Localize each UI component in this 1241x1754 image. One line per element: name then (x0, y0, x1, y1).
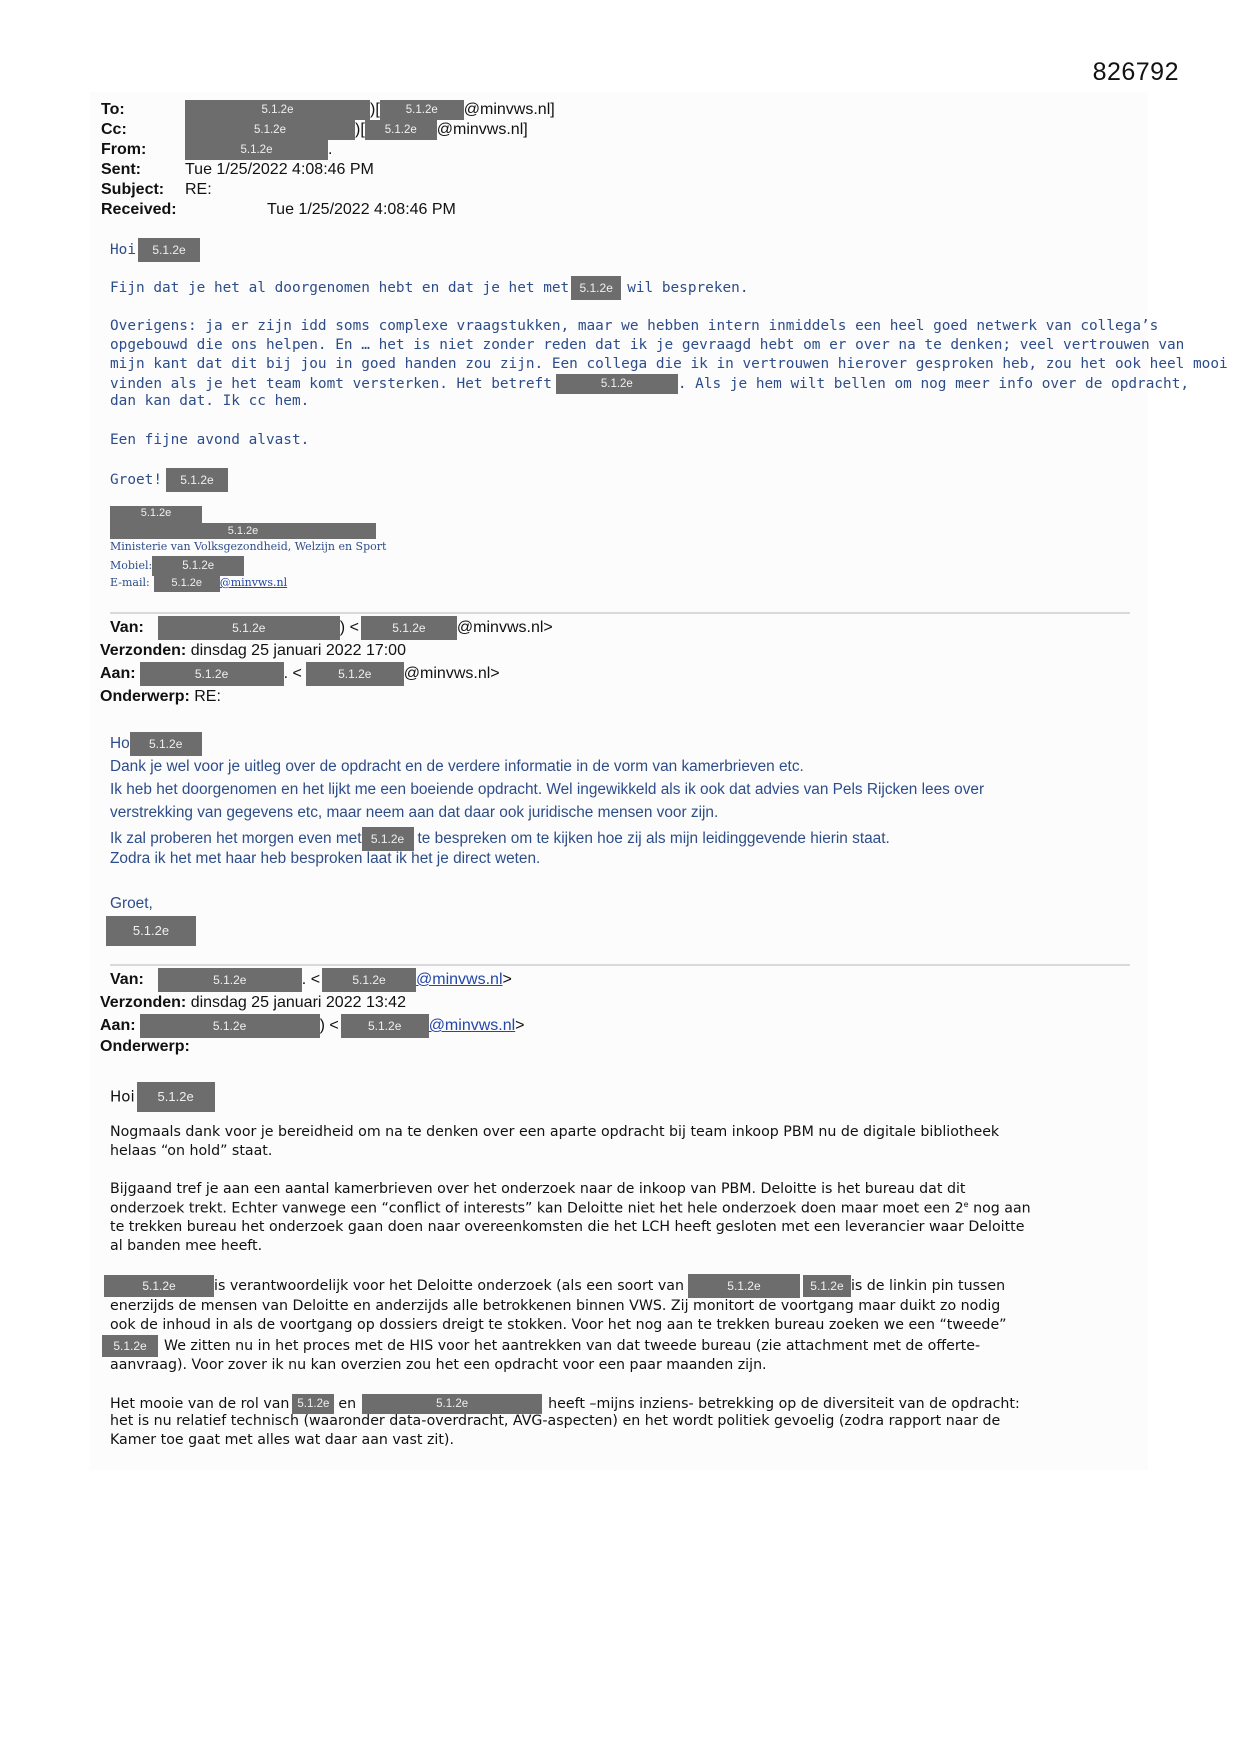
van-email-link[interactable]: @minvws.nl (416, 971, 503, 989)
paragraph-line: Kamer toe gaat met alles wat daar aan vast zit). (110, 1432, 454, 1448)
closing-text: Groet! (110, 472, 162, 488)
text-fragment: . Als je hem wilt bellen om nog meer info over de opdracht, (677, 376, 1190, 392)
redaction-box: 5.1.2e (158, 968, 302, 992)
subject-row (101, 180, 212, 200)
text-fragment: nog aan (968, 1200, 1031, 1217)
aan-row (100, 662, 500, 686)
received-row (101, 200, 456, 220)
divider (110, 612, 1130, 614)
greeting (110, 732, 202, 756)
greeting-text: Hoi (110, 242, 136, 258)
aan-row (100, 1014, 525, 1038)
verzonden-value: dinsdag 25 januari 2022 13:42 (190, 994, 406, 1011)
paragraph-line: te trekken bureau het onderzoek gaan doen naar overeenkomsten die het LCH heeft gesloten met een leverancier waar Deloitte (110, 1219, 1025, 1235)
verzonden-label: Verzonden: (100, 642, 187, 659)
paragraph-line: ook de inhoud in als de voortgang op dossiers dreigt te stokken. Voor het nog aan te trekken bureau zoeken we een “tweede” (110, 1317, 1007, 1333)
text-fragment: en (338, 1396, 357, 1412)
paragraph-line: Bijgaand tref je aan een aantal kamerbrieven over het onderzoek naar de inkoop van PBM. Deloitte is het bureau dat dit (110, 1181, 966, 1197)
paragraph-line (104, 1274, 1005, 1298)
signature-mobile (110, 556, 244, 576)
paragraph-line: Nogmaals dank voor je bereidheid om na te denken over een aparte opdracht bij team inkoop PBM nu de digitale bibliotheek (110, 1124, 1000, 1140)
from-row (101, 140, 332, 160)
cc-label: Cc: (101, 121, 127, 139)
redaction-box: 5.1.2e (158, 616, 340, 640)
to-domain: @minvws.nl] (463, 101, 555, 119)
signature-email (110, 574, 287, 592)
redaction-box: 5.1.2e (138, 238, 200, 262)
redaction-box: 5.1.2e (152, 556, 244, 576)
paragraph-line: verstrekking van gegevens etc, maar neem aan dat daar ook juridische mensen voor zijn. (110, 804, 719, 821)
redaction-box: 5.1.2e (341, 1014, 429, 1038)
redaction-box: 5.1.2e (137, 1082, 215, 1112)
paragraph-line: al banden mee heeft. (110, 1238, 263, 1254)
paragraph-line (102, 1335, 980, 1357)
email-link[interactable]: @minvws.nl (219, 576, 288, 589)
redaction-box: 5.1.2e (688, 1274, 800, 1298)
redaction-box: 5.1.2e (130, 732, 202, 756)
redaction-box: 5.1.2e (166, 468, 228, 492)
redaction-box: 5.1.2e (185, 120, 355, 140)
text-fragment: Ik zal proberen het morgen even met (110, 830, 362, 848)
redaction-box: 5.1.2e (556, 374, 678, 394)
cc-domain: @minvws.nl] (436, 121, 528, 139)
redaction-box: 5.1.2e (140, 1014, 320, 1038)
paragraph-line (110, 374, 1189, 394)
superscript: e (963, 1200, 969, 1209)
redaction-box: 5.1.2e (106, 916, 196, 946)
signature (106, 916, 196, 946)
paragraph-line: Overigens: ja er zijn idd soms complexe vraagstukken, maar we hebben intern inmiddels een heel goed netwerk van collega’s (110, 318, 1159, 334)
redaction-box: 5.1.2e (292, 1394, 334, 1414)
aan-separator: ) < (319, 1017, 339, 1035)
paragraph-line: helaas “on hold” staat. (110, 1143, 273, 1159)
van-row (110, 968, 512, 992)
paragraph-line (110, 827, 890, 851)
redaction-box: 5.1.2e (140, 662, 284, 686)
greeting (110, 238, 200, 262)
paragraph-line: dan kan dat. Ik cc hem. (110, 393, 310, 409)
onderwerp-row (100, 688, 221, 706)
paragraph-line: Zodra ik het met haar heb besproken laat ik het je direct weten. (110, 850, 541, 867)
van-domain: @minvws.nl> (456, 619, 553, 637)
text-fragment: wil bespreken. (627, 280, 749, 296)
to-label: To: (101, 101, 125, 119)
document-id: 826792 (1092, 58, 1179, 86)
verzonden-value: dinsdag 25 januari 2022 17:00 (190, 642, 406, 659)
van-label: Van: (110, 971, 144, 989)
subject-label: Subject: (101, 181, 165, 198)
onderwerp-row (100, 1038, 190, 1056)
redaction-box: 5.1.2e (185, 140, 328, 160)
paragraph-line: aanvraag). Voor zover ik nu kan overzien zou het een opdracht voor een paar maanden zijn. (110, 1357, 767, 1373)
text-fragment: Het mooie van de rol van (110, 1396, 290, 1412)
aan-label: Aan: (100, 665, 136, 683)
paragraph-line: mijn kant dat dit bij jou in goed handen zou zijn. Een collega die ik in vertrouwen hierover gesproken heb, zou het ook heel mooi (110, 356, 1228, 372)
redaction-box: 5.1.2e (361, 616, 457, 640)
aan-email-link[interactable]: @minvws.nl (428, 1017, 516, 1035)
redaction-box: 5.1.2e (110, 506, 202, 524)
redaction-box: 5.1.2e (306, 662, 404, 686)
redaction-box: 5.1.2e (365, 120, 437, 140)
aan-domain: @minvws.nl> (403, 665, 500, 683)
verzonden-row (100, 994, 406, 1012)
onderwerp-label: Onderwerp: (100, 688, 190, 705)
van-separator: . < (301, 971, 321, 989)
text-fragment: onderzoek trekt. Echter vanwege een “conflict of interests” kan Deloitte niet het hele onderzoek doen maar moet een 2 (110, 1200, 964, 1217)
closing-text: Groet, (110, 895, 153, 912)
signature-title (110, 522, 376, 540)
sent-row (101, 160, 374, 180)
paragraph-line: het is nu relatief technisch (waaronder data-overdracht, AVG-aspecten) en het wordt politiek gevoelig (zodra rapport naar de (110, 1413, 1001, 1429)
paragraph-line (110, 1394, 1020, 1414)
subject-value: RE: (185, 181, 212, 198)
closing (110, 468, 228, 492)
text-fragment: heeft –mijns inziens- betrekking op de diversiteit van de opdracht: (548, 1396, 1020, 1412)
text-fragment: vinden als je het team komt versterken. Het betreft (110, 376, 552, 392)
paragraph-line: Een fijne avond alvast. (110, 432, 310, 448)
sent-value: Tue 1/25/2022 4:08:46 PM (185, 161, 374, 178)
received-label: Received: (101, 201, 177, 218)
text-fragment: Fijn dat je het al doorgenomen hebt en dat je het met (110, 280, 570, 296)
redaction-box: 5.1.2e (571, 276, 621, 300)
text-fragment: is verantwoordelijk voor het Deloitte onderzoek (als een soort van (214, 1278, 684, 1294)
van-label: Van: (110, 619, 144, 637)
aan-end: > (515, 1017, 525, 1035)
redaction-box: 5.1.2e (380, 100, 464, 120)
redaction-box: 5.1.2e (803, 1275, 851, 1297)
from-suffix: . (328, 141, 333, 159)
redaction-box: 5.1.2e (185, 100, 370, 120)
mobile-label: Mobiel: (110, 559, 153, 572)
greeting-text: Hoi (110, 1087, 135, 1106)
text-fragment: We zitten nu in het proces met de HIS voor het aantrekken van dat tweede bureau (zie attachment met de offerte- (164, 1338, 981, 1354)
to-separator: )[ (370, 101, 380, 119)
onderwerp-label: Onderwerp: (100, 1038, 190, 1055)
email-label: E-mail: (110, 576, 150, 589)
paragraph-line: opgebouwd die ons helpen. En … het is niet zonder reden dat ik je gevraagd hebt om er over na te denken; veel vertrouwen van (110, 337, 1185, 353)
redaction-box: 5.1.2e (110, 523, 376, 539)
received-value: Tue 1/25/2022 4:08:46 PM (267, 201, 456, 218)
paragraph-line: Dank je wel voor je uitleg over de opdracht en de verdere informatie in de vorm van kamerbrieven etc. (110, 758, 804, 775)
paragraph (110, 276, 748, 300)
van-separator: ) < (339, 619, 359, 637)
verzonden-label: Verzonden: (100, 994, 187, 1011)
redaction-box: 5.1.2e (104, 1275, 214, 1297)
cc-separator: )[ (355, 121, 365, 139)
greeting-text: Ho (110, 735, 130, 753)
aan-label: Aan: (100, 1017, 136, 1035)
signature-ministry: Ministerie van Volksgezondheid, Welzijn en Sport (110, 540, 387, 553)
paragraph-line (110, 1200, 1031, 1217)
van-row (110, 616, 553, 640)
verzonden-row (100, 642, 406, 660)
cc-row (101, 120, 528, 140)
to-row (101, 100, 555, 120)
redaction-box: 5.1.2e (102, 1335, 158, 1357)
from-label: From: (101, 141, 147, 159)
paragraph-line: enerzijds de mensen van Deloitte en anderzijds alle betrokkenen binnen VWS. Zij monitort de voortgang maar duikt zo nodig (110, 1298, 1001, 1314)
paragraph-line: Ik heb het doorgenomen en het lijkt me een boeiende opdracht. Wel ingewikkeld als ik ook dat advies van Pels Rijcken lees over (110, 781, 985, 798)
redaction-box: 5.1.2e (362, 827, 414, 851)
aan-separator: . < (283, 665, 302, 683)
greeting (110, 1082, 215, 1112)
text-fragment: is de linkin pin tussen (850, 1278, 1006, 1294)
onderwerp-value: RE: (194, 688, 221, 705)
sent-label: Sent: (101, 161, 141, 178)
redaction-box: 5.1.2e (322, 968, 416, 992)
redaction-box: 5.1.2e (362, 1394, 542, 1414)
divider (110, 964, 1130, 966)
text-fragment: te bespreken om te kijken hoe zij als mijn leidinggevende hierin staat. (417, 830, 890, 848)
van-end: > (502, 971, 512, 989)
redaction-box: 5.1.2e (154, 574, 220, 592)
